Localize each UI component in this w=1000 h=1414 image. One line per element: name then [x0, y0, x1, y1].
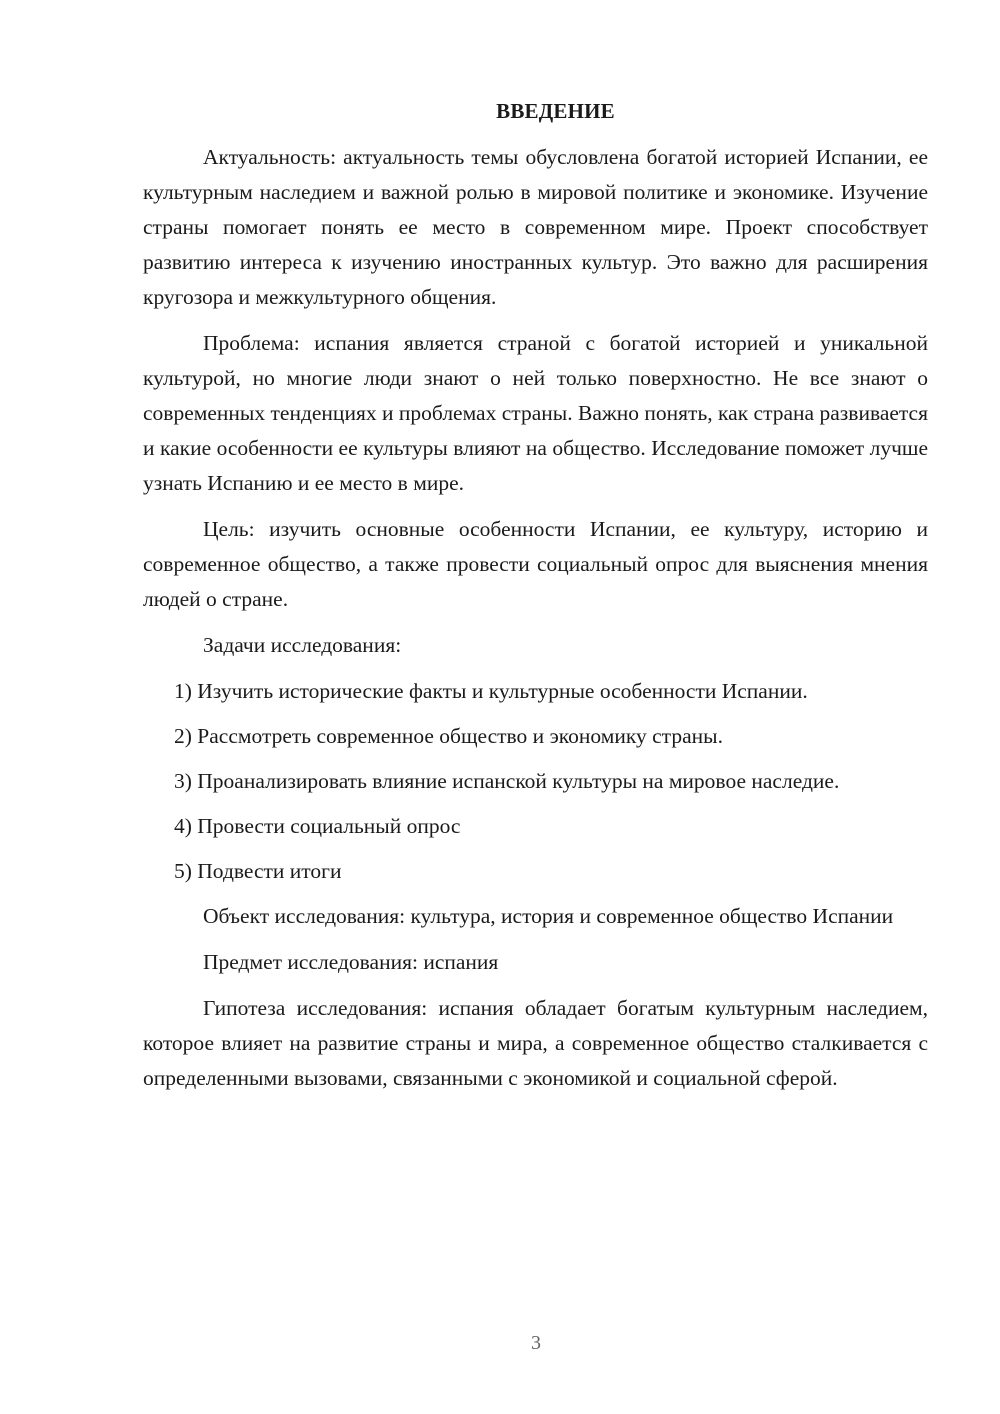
task-item: 5) Подвести итоги — [174, 859, 342, 883]
document-body — [143, 96, 928, 1107]
relevance-paragraph: Актуальность: актуальность темы обусловлена богатой историей Испании, ее культурным наследием и важной ролью в мировой политике и экономике. Изучение страны помогает понять ее место в современном мире. Проект способствует развитию интереса к изучению иностранных культур. Это важно для расширения кругозора и межкультурного общения. — [143, 145, 928, 309]
goal-paragraph: Цель: изучить основные особенности Испании, ее культуру, историю и современное общество, а также провести социальный опрос для выяснения мнения людей о стране. — [143, 517, 928, 611]
page-number: 3 — [531, 1332, 541, 1354]
object-paragraph: Объект исследования: культура, история и современное общество Испании — [203, 904, 894, 928]
subject-paragraph: Предмет исследования: испания — [203, 950, 499, 974]
section-heading: ВВЕДЕНИЕ — [496, 99, 615, 123]
task-item: 2) Рассмотреть современное общество и экономику страны. — [174, 724, 723, 748]
task-item: 3) Проанализировать влияние испанской культуры на мировое наследие. — [174, 769, 840, 793]
tasks-intro: Задачи исследования: — [203, 633, 402, 657]
task-item: 4) Провести социальный опрос — [174, 814, 461, 838]
task-item: 1) Изучить исторические факты и культурные особенности Испании. — [174, 679, 808, 703]
tasks-list — [143, 674, 928, 889]
problem-paragraph: Проблема: испания является страной с богатой историей и уникальной культурой, но многие люди знают о ней только поверхностно. Не все знают о современных тенденциях и проблемах страны. Важно понять, как страна развивается и какие особенности ее культуры влияют на общество. Исследование поможет лучше узнать Испанию и ее место в мире. — [143, 331, 928, 495]
hypothesis-paragraph: Гипотеза исследования: испания обладает богатым культурным наследием, которое влияет на развитие страны и мира, а современное общество сталкивается с определенными вызовами, связанными с экономикой и социальной сферой. — [143, 996, 928, 1090]
